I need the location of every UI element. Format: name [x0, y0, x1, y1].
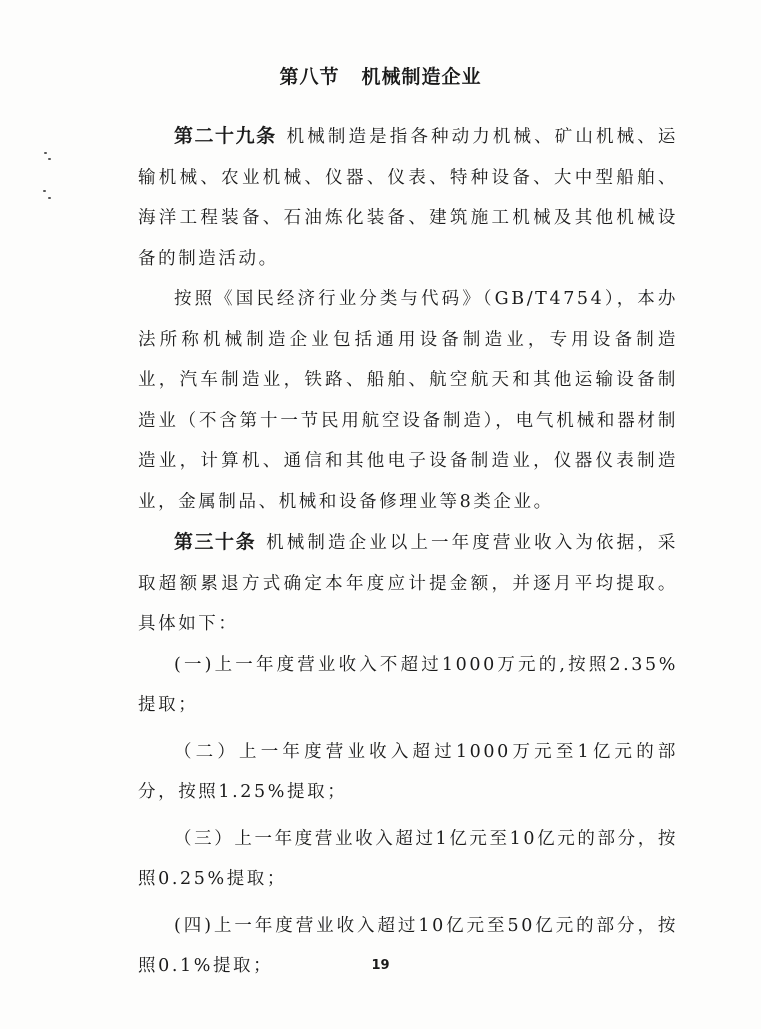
article-29-label: 第二十九条: [174, 125, 277, 147]
article-30-text: 机械制造企业以上一年度营业收入为依据，采取超额累退方式确定本年度应计提金额，并逐月平均提取。具体如下：: [138, 533, 678, 634]
document-body: [138, 116, 678, 987]
article-30-item-1: (一)上一年度营业收入不超过1000万元的,按照2.35%提取；: [138, 654, 678, 715]
section-number: 第八节: [279, 66, 340, 88]
article-29-text: 机械制造是指各种动力机械、矿山机械、运输机械、农业机械、仪器、仪表、特种设备、大中型船舶、海洋工程装备、石油炼化装备、建筑施工机械及其他机械设备的制造活动。: [138, 127, 678, 269]
article-30-paragraph: [138, 522, 678, 645]
page-number: 19: [371, 958, 390, 973]
article-29-scope-paragraph: 按照《国民经济行业分类与代码》（GB/T4754），本办法所称机械制造企业包括通用设备制造业，专用设备制造业，汽车制造业，铁路、船舶、航空航天和其他运输设备制造业（不含第十一节民用航空设备制造），电气机械和器材制造业，计算机、通信和其他电子设备制造业，仪器仪表制造业，金属制品、机械和设备修理业等8类企业。: [138, 289, 678, 512]
article-30-item-2: （二）上一年度营业收入超过1000万元至1亿元的部分，按照1.25%提取；: [138, 741, 678, 802]
article-29-paragraph: [138, 116, 678, 279]
article-30-label: 第三十条: [174, 531, 257, 553]
article-30-item-4: (四)上一年度营业收入超过10亿元至50亿元的部分，按照0.1%提取；: [138, 915, 678, 976]
section-name: 机械制造企业: [361, 66, 482, 88]
article-30-item-3: （三）上一年度营业收入超过1亿元至10亿元的部分，按照0.25%提取；: [138, 828, 678, 889]
scan-marks: [40, 150, 60, 210]
section-title: [0, 62, 761, 89]
